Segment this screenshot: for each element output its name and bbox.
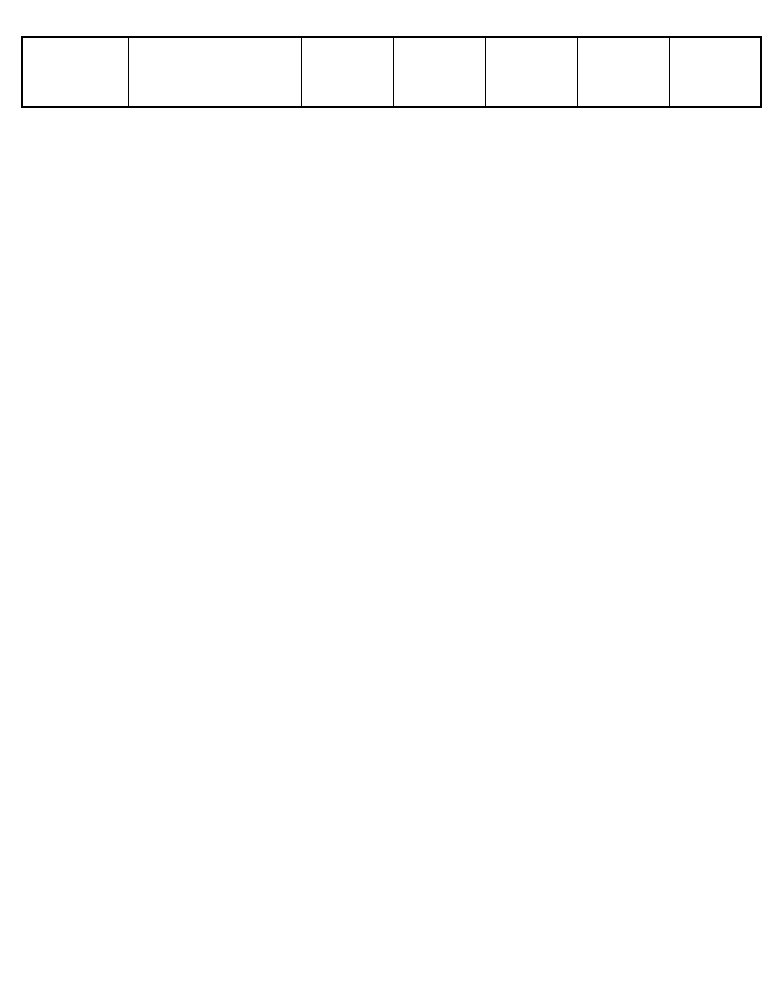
in-header bbox=[393, 37, 485, 107]
winners-table bbox=[21, 36, 762, 108]
division-header bbox=[22, 37, 128, 107]
hc-header bbox=[577, 37, 669, 107]
cup-header bbox=[128, 37, 301, 107]
header-row bbox=[22, 37, 761, 107]
out-header bbox=[301, 37, 393, 107]
net-header bbox=[669, 37, 761, 107]
gross-header bbox=[485, 37, 577, 107]
